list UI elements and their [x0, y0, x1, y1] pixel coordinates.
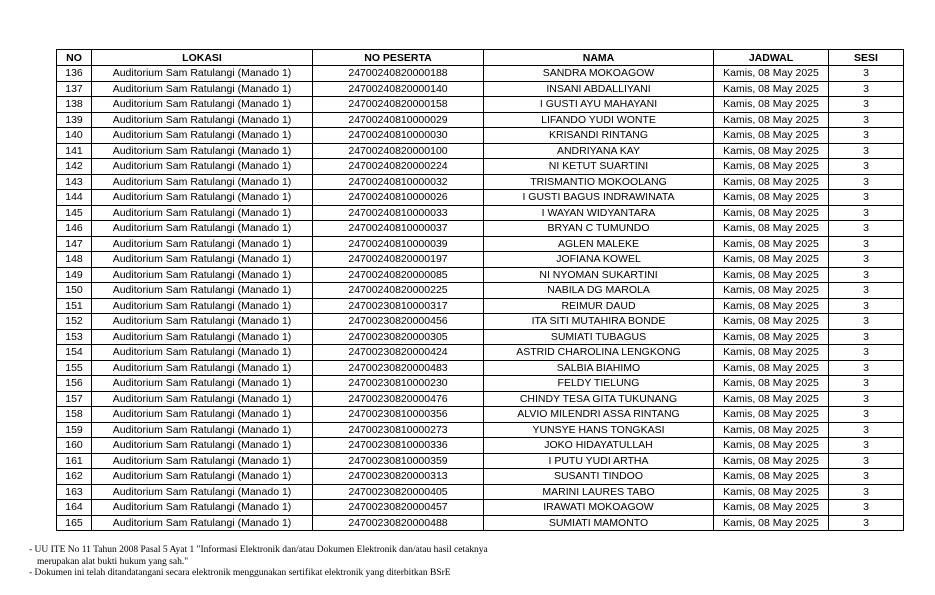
cell-no-peserta: 24700240810000030: [313, 128, 484, 144]
cell-nama: SUMIATI MAMONTO: [484, 515, 714, 531]
cell-no: 144: [57, 190, 92, 206]
cell-no-peserta: 24700230820000457: [313, 500, 484, 516]
cell-nama: ALVIO MILENDRI ASSA RINTANG: [484, 407, 714, 423]
cell-nama: TRISMANTIO MOKOOLANG: [484, 174, 714, 190]
cell-no: 147: [57, 236, 92, 252]
table-row: [57, 453, 904, 469]
cell-sesi: 3: [829, 469, 904, 485]
table-row: [57, 174, 904, 190]
cell-lokasi: Auditorium Sam Ratulangi (Manado 1): [92, 453, 313, 469]
cell-lokasi: Auditorium Sam Ratulangi (Manado 1): [92, 360, 313, 376]
column-header-lokasi: LOKASI: [92, 50, 313, 66]
table-body: [57, 66, 904, 531]
table-row: [57, 205, 904, 221]
footer-line-bsre: - Dokumen ini telah ditandatangani secara elektronik menggunakan sertifikat elektronik yang diterbitkan BSrE: [29, 568, 451, 578]
cell-sesi: 3: [829, 236, 904, 252]
cell-no: 138: [57, 97, 92, 113]
cell-sesi: 3: [829, 143, 904, 159]
cell-no-peserta: 24700240810000029: [313, 112, 484, 128]
cell-nama: I PUTU YUDI ARTHA: [484, 453, 714, 469]
cell-no-peserta: 24700240820000188: [313, 66, 484, 82]
cell-lokasi: Auditorium Sam Ratulangi (Manado 1): [92, 267, 313, 283]
cell-jadwal: Kamis, 08 May 2025: [714, 438, 829, 454]
table-row: [57, 345, 904, 361]
table-row: [57, 298, 904, 314]
cell-sesi: 3: [829, 500, 904, 516]
cell-no-peserta: 24700240820000197: [313, 252, 484, 268]
cell-no-peserta: 24700230820000476: [313, 391, 484, 407]
cell-jadwal: Kamis, 08 May 2025: [714, 484, 829, 500]
cell-sesi: 3: [829, 128, 904, 144]
table-row: [57, 360, 904, 376]
cell-no: 158: [57, 407, 92, 423]
cell-lokasi: Auditorium Sam Ratulangi (Manado 1): [92, 205, 313, 221]
cell-nama: CHINDY TESA GITA TUKUNANG: [484, 391, 714, 407]
cell-no: 164: [57, 500, 92, 516]
table-row: [57, 438, 904, 454]
cell-lokasi: Auditorium Sam Ratulangi (Manado 1): [92, 438, 313, 454]
cell-no: 141: [57, 143, 92, 159]
cell-nama: IRAWATI MOKOAGOW: [484, 500, 714, 516]
cell-lokasi: Auditorium Sam Ratulangi (Manado 1): [92, 500, 313, 516]
cell-no-peserta: 24700240820000085: [313, 267, 484, 283]
cell-sesi: 3: [829, 438, 904, 454]
table-row: [57, 267, 904, 283]
cell-no-peserta: 24700240810000032: [313, 174, 484, 190]
cell-jadwal: Kamis, 08 May 2025: [714, 66, 829, 82]
cell-no: 149: [57, 267, 92, 283]
cell-nama: KRISANDI RINTANG: [484, 128, 714, 144]
cell-no-peserta: 24700240810000037: [313, 221, 484, 237]
cell-nama: YUNSYE HANS TONGKASI: [484, 422, 714, 438]
cell-sesi: 3: [829, 252, 904, 268]
cell-no-peserta: 24700230810000230: [313, 376, 484, 392]
cell-sesi: 3: [829, 283, 904, 299]
cell-no-peserta: 24700230820000305: [313, 329, 484, 345]
cell-nama: I WAYAN WIDYANTARA: [484, 205, 714, 221]
cell-jadwal: Kamis, 08 May 2025: [714, 453, 829, 469]
cell-lokasi: Auditorium Sam Ratulangi (Manado 1): [92, 469, 313, 485]
cell-no-peserta: 24700240820000158: [313, 97, 484, 113]
cell-sesi: 3: [829, 453, 904, 469]
table-row: [57, 112, 904, 128]
cell-lokasi: Auditorium Sam Ratulangi (Manado 1): [92, 515, 313, 531]
cell-no: 155: [57, 360, 92, 376]
cell-nama: SALBIA BIAHIMO: [484, 360, 714, 376]
cell-nama: I GUSTI AYU MAHAYANI: [484, 97, 714, 113]
cell-jadwal: Kamis, 08 May 2025: [714, 97, 829, 113]
cell-sesi: 3: [829, 391, 904, 407]
cell-no: 163: [57, 484, 92, 500]
cell-lokasi: Auditorium Sam Ratulangi (Manado 1): [92, 283, 313, 299]
table-row: [57, 143, 904, 159]
cell-no-peserta: 24700240810000033: [313, 205, 484, 221]
cell-lokasi: Auditorium Sam Ratulangi (Manado 1): [92, 314, 313, 330]
cell-no-peserta: 24700230820000405: [313, 484, 484, 500]
cell-nama: INSANI ABDALLIYANI: [484, 81, 714, 97]
cell-jadwal: Kamis, 08 May 2025: [714, 81, 829, 97]
cell-jadwal: Kamis, 08 May 2025: [714, 174, 829, 190]
cell-sesi: 3: [829, 112, 904, 128]
cell-no: 152: [57, 314, 92, 330]
cell-nama: MARINI LAURES TABO: [484, 484, 714, 500]
cell-sesi: 3: [829, 267, 904, 283]
table-row: [57, 81, 904, 97]
cell-jadwal: Kamis, 08 May 2025: [714, 159, 829, 175]
cell-lokasi: Auditorium Sam Ratulangi (Manado 1): [92, 128, 313, 144]
cell-nama: JOFIANA KOWEL: [484, 252, 714, 268]
cell-nama: ITA SITI MUTAHIRA BONDE: [484, 314, 714, 330]
cell-no: 146: [57, 221, 92, 237]
cell-no: 140: [57, 128, 92, 144]
cell-jadwal: Kamis, 08 May 2025: [714, 190, 829, 206]
cell-lokasi: Auditorium Sam Ratulangi (Manado 1): [92, 376, 313, 392]
cell-lokasi: Auditorium Sam Ratulangi (Manado 1): [92, 159, 313, 175]
cell-nama: ANDRIYANA KAY: [484, 143, 714, 159]
footer-line-ite: - UU ITE No 11 Tahun 2008 Pasal 5 Ayat 1 "Informasi Elektronik dan/atau Dokumen Elektronik dan/atau hasil cetaknya: [29, 545, 488, 555]
cell-sesi: 3: [829, 97, 904, 113]
cell-no: 159: [57, 422, 92, 438]
column-header-sesi: SESI: [829, 50, 904, 66]
cell-nama: REIMUR DAUD: [484, 298, 714, 314]
cell-no: 139: [57, 112, 92, 128]
cell-lokasi: Auditorium Sam Ratulangi (Manado 1): [92, 329, 313, 345]
cell-lokasi: Auditorium Sam Ratulangi (Manado 1): [92, 221, 313, 237]
cell-no-peserta: 24700230820000313: [313, 469, 484, 485]
cell-jadwal: Kamis, 08 May 2025: [714, 314, 829, 330]
table-row: [57, 407, 904, 423]
cell-sesi: 3: [829, 174, 904, 190]
cell-no-peserta: 24700230810000359: [313, 453, 484, 469]
cell-jadwal: Kamis, 08 May 2025: [714, 143, 829, 159]
cell-jadwal: Kamis, 08 May 2025: [714, 345, 829, 361]
cell-lokasi: Auditorium Sam Ratulangi (Manado 1): [92, 422, 313, 438]
cell-jadwal: Kamis, 08 May 2025: [714, 360, 829, 376]
cell-no: 156: [57, 376, 92, 392]
table-header-row: [57, 50, 904, 66]
cell-jadwal: Kamis, 08 May 2025: [714, 267, 829, 283]
cell-no-peserta: 24700240820000100: [313, 143, 484, 159]
table-row: [57, 236, 904, 252]
cell-nama: FELDY TIELUNG: [484, 376, 714, 392]
table-row: [57, 221, 904, 237]
footer-line-ite-cont: merupakan alat bukti hukum yang sah.": [37, 556, 189, 567]
cell-nama: SANDRA MOKOAGOW: [484, 66, 714, 82]
table-row: [57, 391, 904, 407]
cell-lokasi: Auditorium Sam Ratulangi (Manado 1): [92, 112, 313, 128]
cell-lokasi: Auditorium Sam Ratulangi (Manado 1): [92, 407, 313, 423]
cell-lokasi: Auditorium Sam Ratulangi (Manado 1): [92, 252, 313, 268]
cell-jadwal: Kamis, 08 May 2025: [714, 252, 829, 268]
cell-nama: SUSANTI TINDOO: [484, 469, 714, 485]
cell-lokasi: Auditorium Sam Ratulangi (Manado 1): [92, 298, 313, 314]
column-header-no: NO: [57, 50, 92, 66]
cell-no-peserta: 24700240820000140: [313, 81, 484, 97]
table-row: [57, 484, 904, 500]
cell-lokasi: Auditorium Sam Ratulangi (Manado 1): [92, 391, 313, 407]
cell-nama: NI KETUT SUARTINI: [484, 159, 714, 175]
cell-no-peserta: 24700230810000336: [313, 438, 484, 454]
column-header-no-peserta: NO PESERTA: [313, 50, 484, 66]
cell-no: 136: [57, 66, 92, 82]
cell-no: 165: [57, 515, 92, 531]
cell-jadwal: Kamis, 08 May 2025: [714, 128, 829, 144]
cell-lokasi: Auditorium Sam Ratulangi (Manado 1): [92, 236, 313, 252]
cell-nama: JOKO HIDAYATULLAH: [484, 438, 714, 454]
cell-jadwal: Kamis, 08 May 2025: [714, 298, 829, 314]
cell-no: 137: [57, 81, 92, 97]
cell-no-peserta: 24700230820000483: [313, 360, 484, 376]
table-row: [57, 515, 904, 531]
cell-no-peserta: 24700240810000039: [313, 236, 484, 252]
cell-no: 142: [57, 159, 92, 175]
cell-sesi: 3: [829, 407, 904, 423]
cell-sesi: 3: [829, 422, 904, 438]
column-header-jadwal: JADWAL: [714, 50, 829, 66]
table-row: [57, 190, 904, 206]
table-row: [57, 376, 904, 392]
table-row: [57, 97, 904, 113]
legal-footer: [29, 545, 488, 580]
cell-no-peserta: 24700240820000224: [313, 159, 484, 175]
cell-no: 157: [57, 391, 92, 407]
cell-no: 148: [57, 252, 92, 268]
cell-no-peserta: 24700230820000488: [313, 515, 484, 531]
table-row: [57, 66, 904, 82]
cell-sesi: 3: [829, 66, 904, 82]
table-row: [57, 422, 904, 438]
cell-no-peserta: 24700230810000356: [313, 407, 484, 423]
cell-jadwal: Kamis, 08 May 2025: [714, 500, 829, 516]
cell-no: 151: [57, 298, 92, 314]
participant-table: [56, 49, 904, 531]
cell-no: 160: [57, 438, 92, 454]
cell-no-peserta: 24700230810000317: [313, 298, 484, 314]
cell-lokasi: Auditorium Sam Ratulangi (Manado 1): [92, 190, 313, 206]
cell-no-peserta: 24700240810000026: [313, 190, 484, 206]
cell-no: 162: [57, 469, 92, 485]
cell-sesi: 3: [829, 205, 904, 221]
table-row: [57, 500, 904, 516]
column-header-nama: NAMA: [484, 50, 714, 66]
cell-lokasi: Auditorium Sam Ratulangi (Manado 1): [92, 143, 313, 159]
table-row: [57, 329, 904, 345]
cell-no-peserta: 24700230820000456: [313, 314, 484, 330]
table-row: [57, 128, 904, 144]
cell-sesi: 3: [829, 159, 904, 175]
cell-nama: I GUSTI BAGUS INDRAWINATA: [484, 190, 714, 206]
cell-jadwal: Kamis, 08 May 2025: [714, 376, 829, 392]
cell-sesi: 3: [829, 345, 904, 361]
cell-sesi: 3: [829, 484, 904, 500]
cell-jadwal: Kamis, 08 May 2025: [714, 283, 829, 299]
cell-jadwal: Kamis, 08 May 2025: [714, 329, 829, 345]
cell-lokasi: Auditorium Sam Ratulangi (Manado 1): [92, 97, 313, 113]
cell-no: 145: [57, 205, 92, 221]
cell-jadwal: Kamis, 08 May 2025: [714, 515, 829, 531]
cell-sesi: 3: [829, 360, 904, 376]
table-row: [57, 469, 904, 485]
table-row: [57, 252, 904, 268]
cell-no: 150: [57, 283, 92, 299]
cell-lokasi: Auditorium Sam Ratulangi (Manado 1): [92, 345, 313, 361]
cell-no: 143: [57, 174, 92, 190]
cell-no: 154: [57, 345, 92, 361]
cell-nama: NABILA DG MAROLA: [484, 283, 714, 299]
cell-sesi: 3: [829, 515, 904, 531]
cell-no-peserta: 24700230820000424: [313, 345, 484, 361]
cell-sesi: 3: [829, 329, 904, 345]
cell-no-peserta: 24700240820000225: [313, 283, 484, 299]
cell-jadwal: Kamis, 08 May 2025: [714, 391, 829, 407]
cell-no: 153: [57, 329, 92, 345]
cell-jadwal: Kamis, 08 May 2025: [714, 469, 829, 485]
cell-nama: SUMIATI TUBAGUS: [484, 329, 714, 345]
cell-nama: ASTRID CHAROLINA LENGKONG: [484, 345, 714, 361]
cell-nama: AGLEN MALEKE: [484, 236, 714, 252]
table-row: [57, 314, 904, 330]
cell-jadwal: Kamis, 08 May 2025: [714, 205, 829, 221]
cell-lokasi: Auditorium Sam Ratulangi (Manado 1): [92, 66, 313, 82]
cell-sesi: 3: [829, 81, 904, 97]
cell-sesi: 3: [829, 298, 904, 314]
cell-nama: NI NYOMAN SUKARTINI: [484, 267, 714, 283]
table-row: [57, 159, 904, 175]
cell-lokasi: Auditorium Sam Ratulangi (Manado 1): [92, 484, 313, 500]
cell-jadwal: Kamis, 08 May 2025: [714, 112, 829, 128]
cell-sesi: 3: [829, 190, 904, 206]
cell-jadwal: Kamis, 08 May 2025: [714, 407, 829, 423]
cell-lokasi: Auditorium Sam Ratulangi (Manado 1): [92, 81, 313, 97]
cell-sesi: 3: [829, 221, 904, 237]
cell-sesi: 3: [829, 314, 904, 330]
cell-no-peserta: 24700230810000273: [313, 422, 484, 438]
cell-nama: LIFANDO YUDI WONTE: [484, 112, 714, 128]
cell-no: 161: [57, 453, 92, 469]
cell-jadwal: Kamis, 08 May 2025: [714, 236, 829, 252]
cell-sesi: 3: [829, 376, 904, 392]
cell-nama: BRYAN C TUMUNDO: [484, 221, 714, 237]
cell-jadwal: Kamis, 08 May 2025: [714, 422, 829, 438]
table-row: [57, 283, 904, 299]
cell-lokasi: Auditorium Sam Ratulangi (Manado 1): [92, 174, 313, 190]
cell-jadwal: Kamis, 08 May 2025: [714, 221, 829, 237]
